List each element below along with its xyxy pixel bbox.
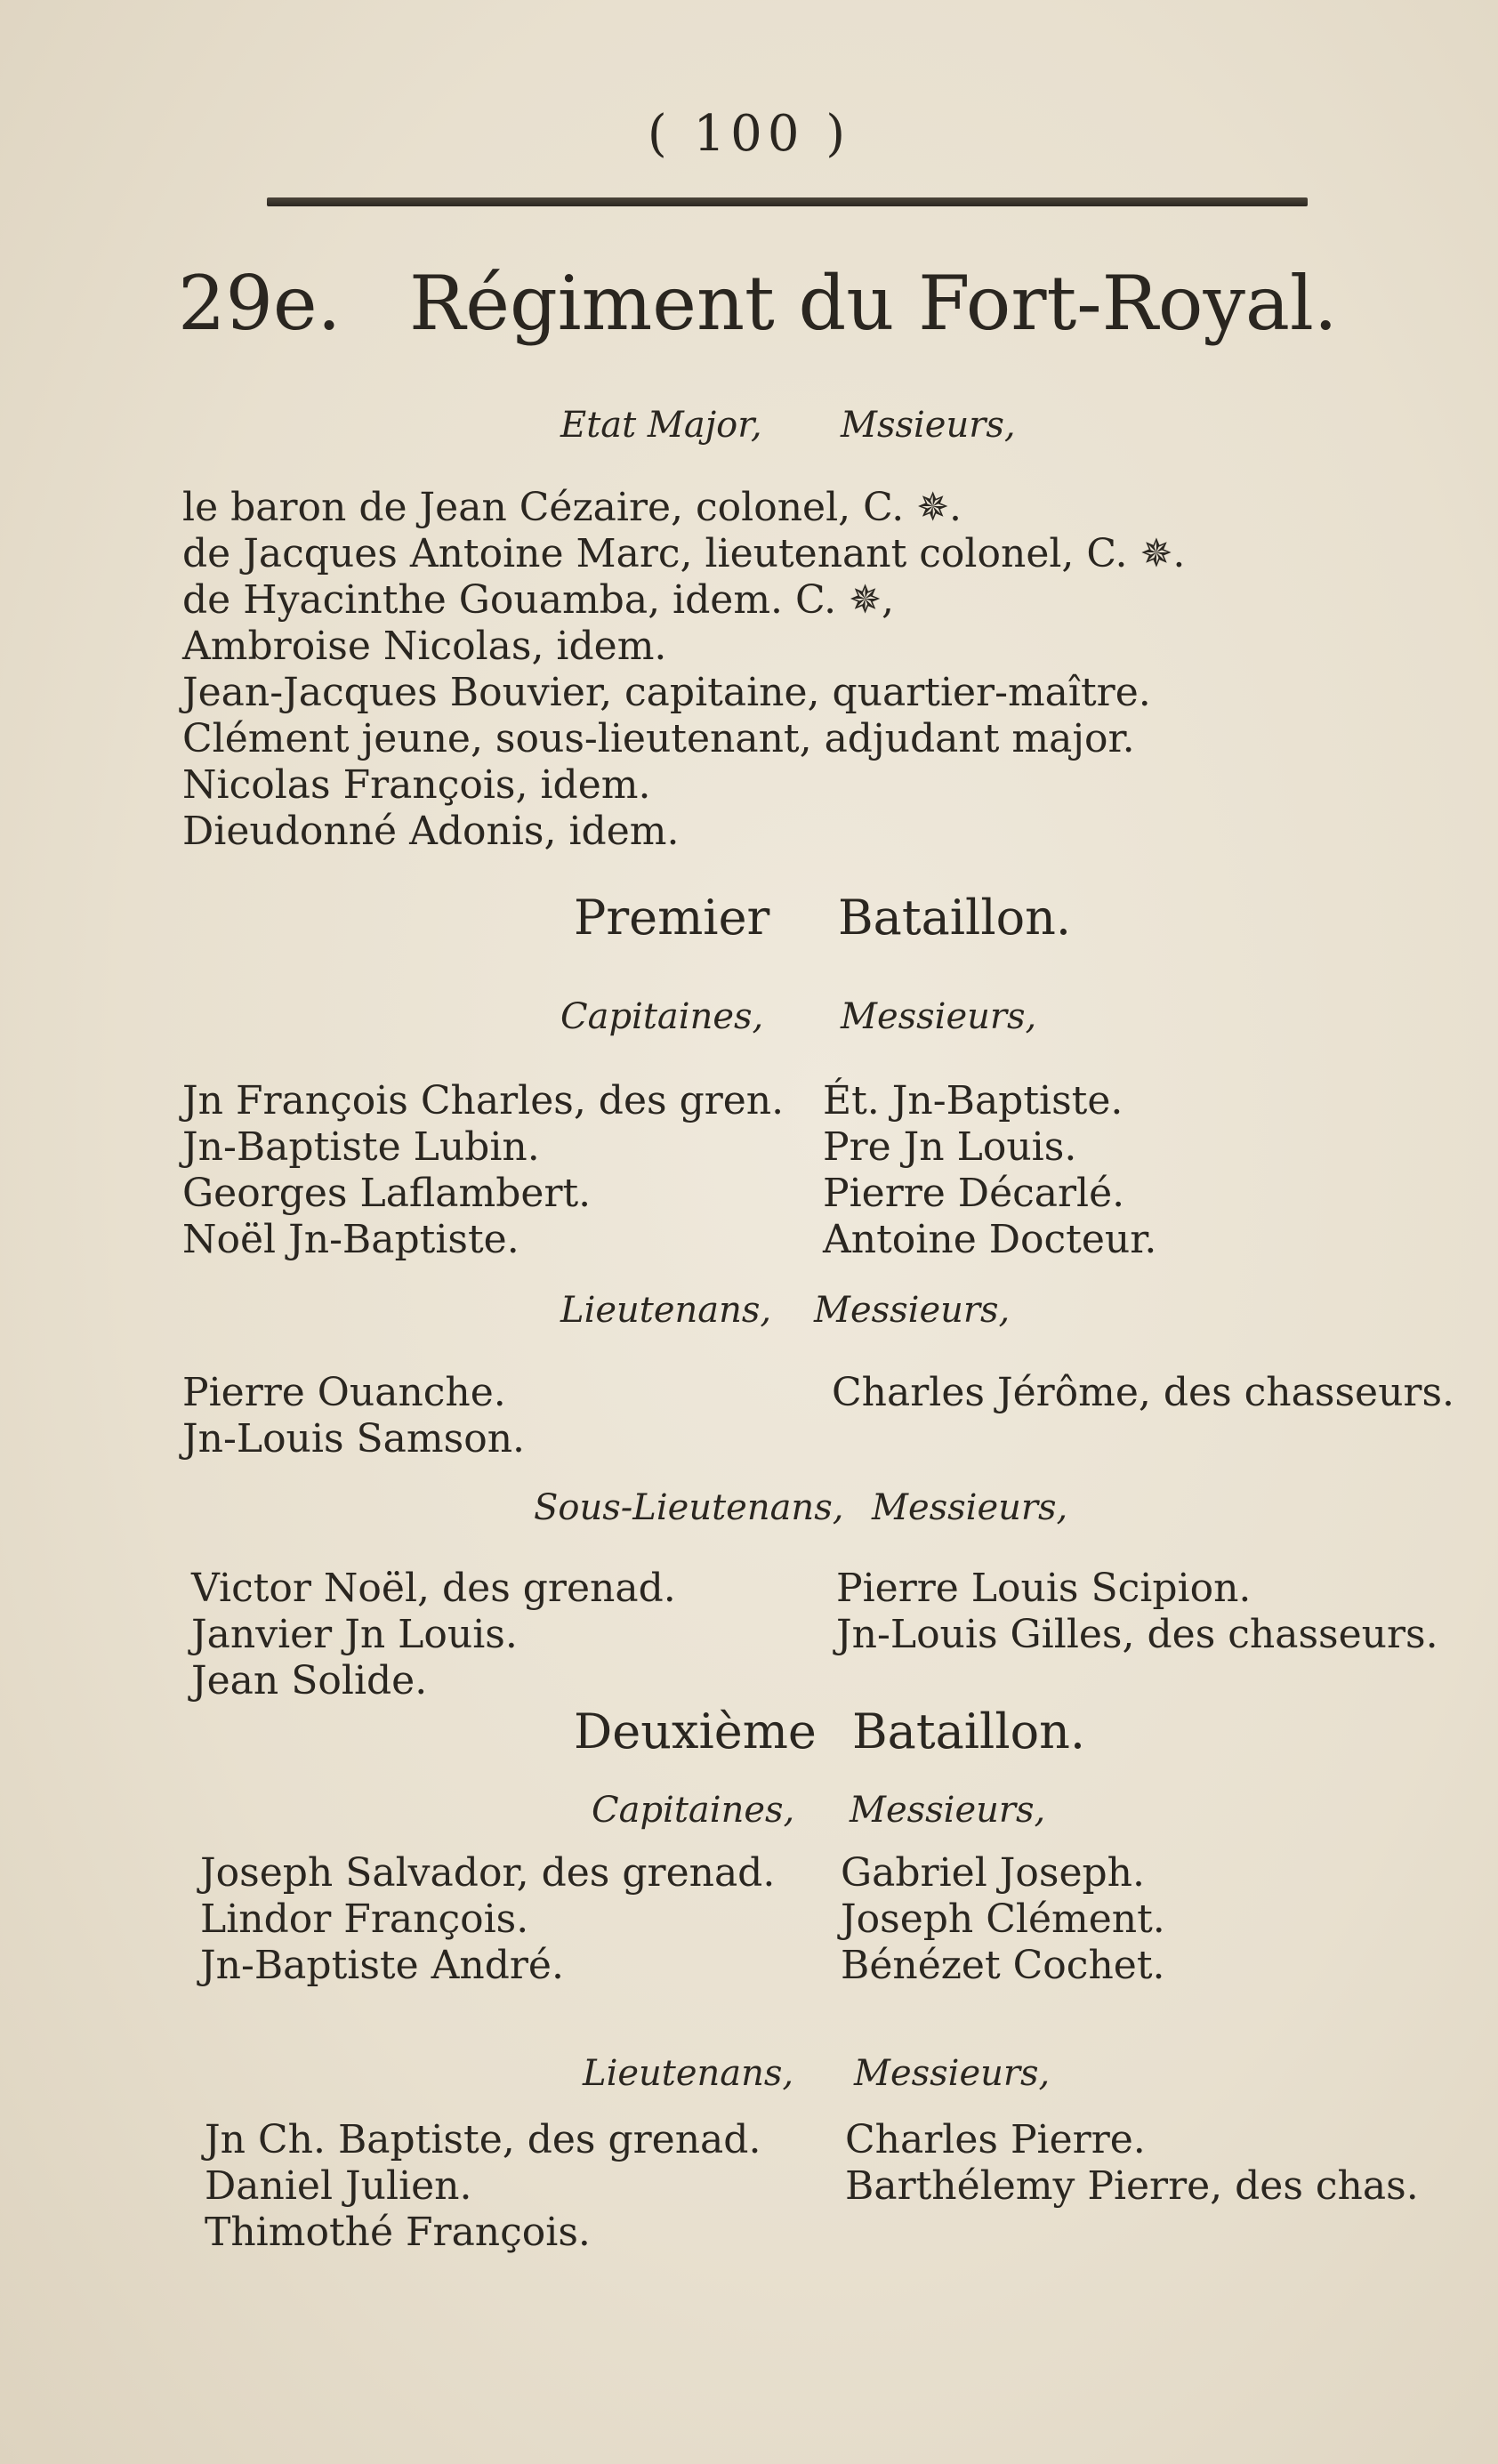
etat-major-line-8: Dieudonné Adonis, idem.: [182, 809, 680, 854]
etat-major-line-1: le baron de Jean Cézaire, colonel, C. ✵.: [182, 485, 962, 530]
premier-lieutenans-header: Lieutenans,: [560, 1290, 772, 1331]
premier-sous-lieutenant-left-3: Jean Solide.: [191, 1658, 428, 1703]
deuxieme-capitaine-right-2: Joseph Clément.: [841, 1896, 1165, 1942]
premier-capitaine-right-3: Pierre Décarlé.: [823, 1171, 1125, 1216]
premier-lieutenant-left-1: Pierre Ouanche.: [182, 1370, 506, 1415]
premier-sous-lieutenant-right-2: Jn-Louis Gilles, des chasseurs.: [836, 1612, 1438, 1657]
deuxieme-capitaine-right-3: Bénézet Cochet.: [841, 1943, 1165, 1988]
etat-major-line-6: Clément jeune, sous-lieutenant, adjudant major.: [182, 716, 1135, 761]
premier-capitaine-right-2: Pre Jn Louis.: [823, 1124, 1077, 1170]
deuxieme-lieutenant-right-1: Charles Pierre.: [845, 2117, 1146, 2162]
premier-sous-lieutenant-left-2: Janvier Jn Louis.: [191, 1612, 518, 1657]
premier-capitaine-right-4: Antoine Docteur.: [823, 1217, 1157, 1262]
premier-capitaine-left-2: Jn-Baptiste Lubin.: [182, 1124, 540, 1170]
etat-major-line-3: de Hyacinthe Gouamba, idem. C. ✵,: [182, 577, 894, 623]
deuxieme-lieutenans-messieurs: Messieurs,: [854, 2053, 1051, 2094]
deuxieme-capitaine-right-1: Gabriel Joseph.: [841, 1850, 1145, 1896]
deuxieme-bataillon-title-right: Bataillon.: [852, 1703, 1086, 1759]
premier-lieutenant-right-1: Charles Jérôme, des chasseurs.: [832, 1370, 1455, 1415]
etat-major-line-5: Jean-Jacques Bouvier, capitaine, quartier-maître.: [182, 670, 1151, 715]
premier-sous-lieutenant-left-1: Victor Noël, des grenad.: [191, 1566, 676, 1611]
premier-capitaine-left-3: Georges Laflambert.: [182, 1171, 592, 1216]
premier-sous-lieutenans-messieurs: Messieurs,: [872, 1487, 1068, 1528]
deuxieme-capitaine-left-2: Lindor François.: [200, 1896, 529, 1942]
premier-sous-lieutenant-right-1: Pierre Louis Scipion.: [836, 1566, 1252, 1611]
deuxieme-lieutenant-left-2: Daniel Julien.: [205, 2163, 472, 2209]
premier-capitaines-header: Capitaines,: [560, 996, 764, 1037]
premier-bataillon-title-right: Bataillon.: [838, 890, 1072, 946]
deuxieme-lieutenant-left-3: Thimothé François.: [205, 2210, 591, 2255]
regiment-title: [178, 260, 1338, 347]
premier-capitaine-left-1: Jn François Charles, des gren.: [182, 1078, 785, 1123]
header-rule: [267, 197, 1308, 206]
deuxieme-bataillon-title-left: Deuxième: [574, 1703, 817, 1759]
etat-major-line-7: Nicolas François, idem.: [182, 762, 651, 808]
etat-major-line-4: Ambroise Nicolas, idem.: [182, 624, 667, 669]
deuxieme-lieutenant-right-2: Barthélemy Pierre, des chas.: [845, 2163, 1419, 2209]
deuxieme-capitaine-left-1: Joseph Salvador, des grenad.: [200, 1850, 776, 1896]
deuxieme-lieutenant-left-1: Jn Ch. Baptiste, des grenad.: [205, 2117, 761, 2162]
deuxieme-capitaines-messieurs: Messieurs,: [850, 1790, 1046, 1831]
premier-lieutenant-left-2: Jn-Louis Samson.: [182, 1416, 526, 1461]
etat-major-messieurs: Mssieurs,: [841, 405, 1016, 446]
deuxieme-lieutenans-header: Lieutenans,: [583, 2053, 794, 2094]
page-number: ( 100 ): [647, 105, 851, 163]
etat-major-header: Etat Major,: [560, 405, 762, 446]
regiment-name: Régiment du Fort-Royal.: [409, 260, 1338, 347]
premier-bataillon-title-left: Premier: [574, 890, 770, 946]
premier-capitaines-messieurs: Messieurs,: [841, 996, 1037, 1037]
etat-major-line-2: de Jacques Antoine Marc, lieutenant colonel, C. ✵.: [182, 531, 1186, 576]
regiment-number: 29e.: [178, 260, 342, 347]
deuxieme-capitaine-left-3: Jn-Baptiste André.: [200, 1943, 564, 1988]
premier-capitaine-right-1: Ét. Jn-Baptiste.: [823, 1078, 1124, 1123]
premier-capitaine-left-4: Noël Jn-Baptiste.: [182, 1217, 519, 1262]
premier-sous-lieutenans-header: Sous-Lieutenans,: [534, 1487, 844, 1528]
premier-lieutenans-messieurs: Messieurs,: [814, 1290, 1011, 1331]
deuxieme-capitaines-header: Capitaines,: [592, 1790, 795, 1831]
